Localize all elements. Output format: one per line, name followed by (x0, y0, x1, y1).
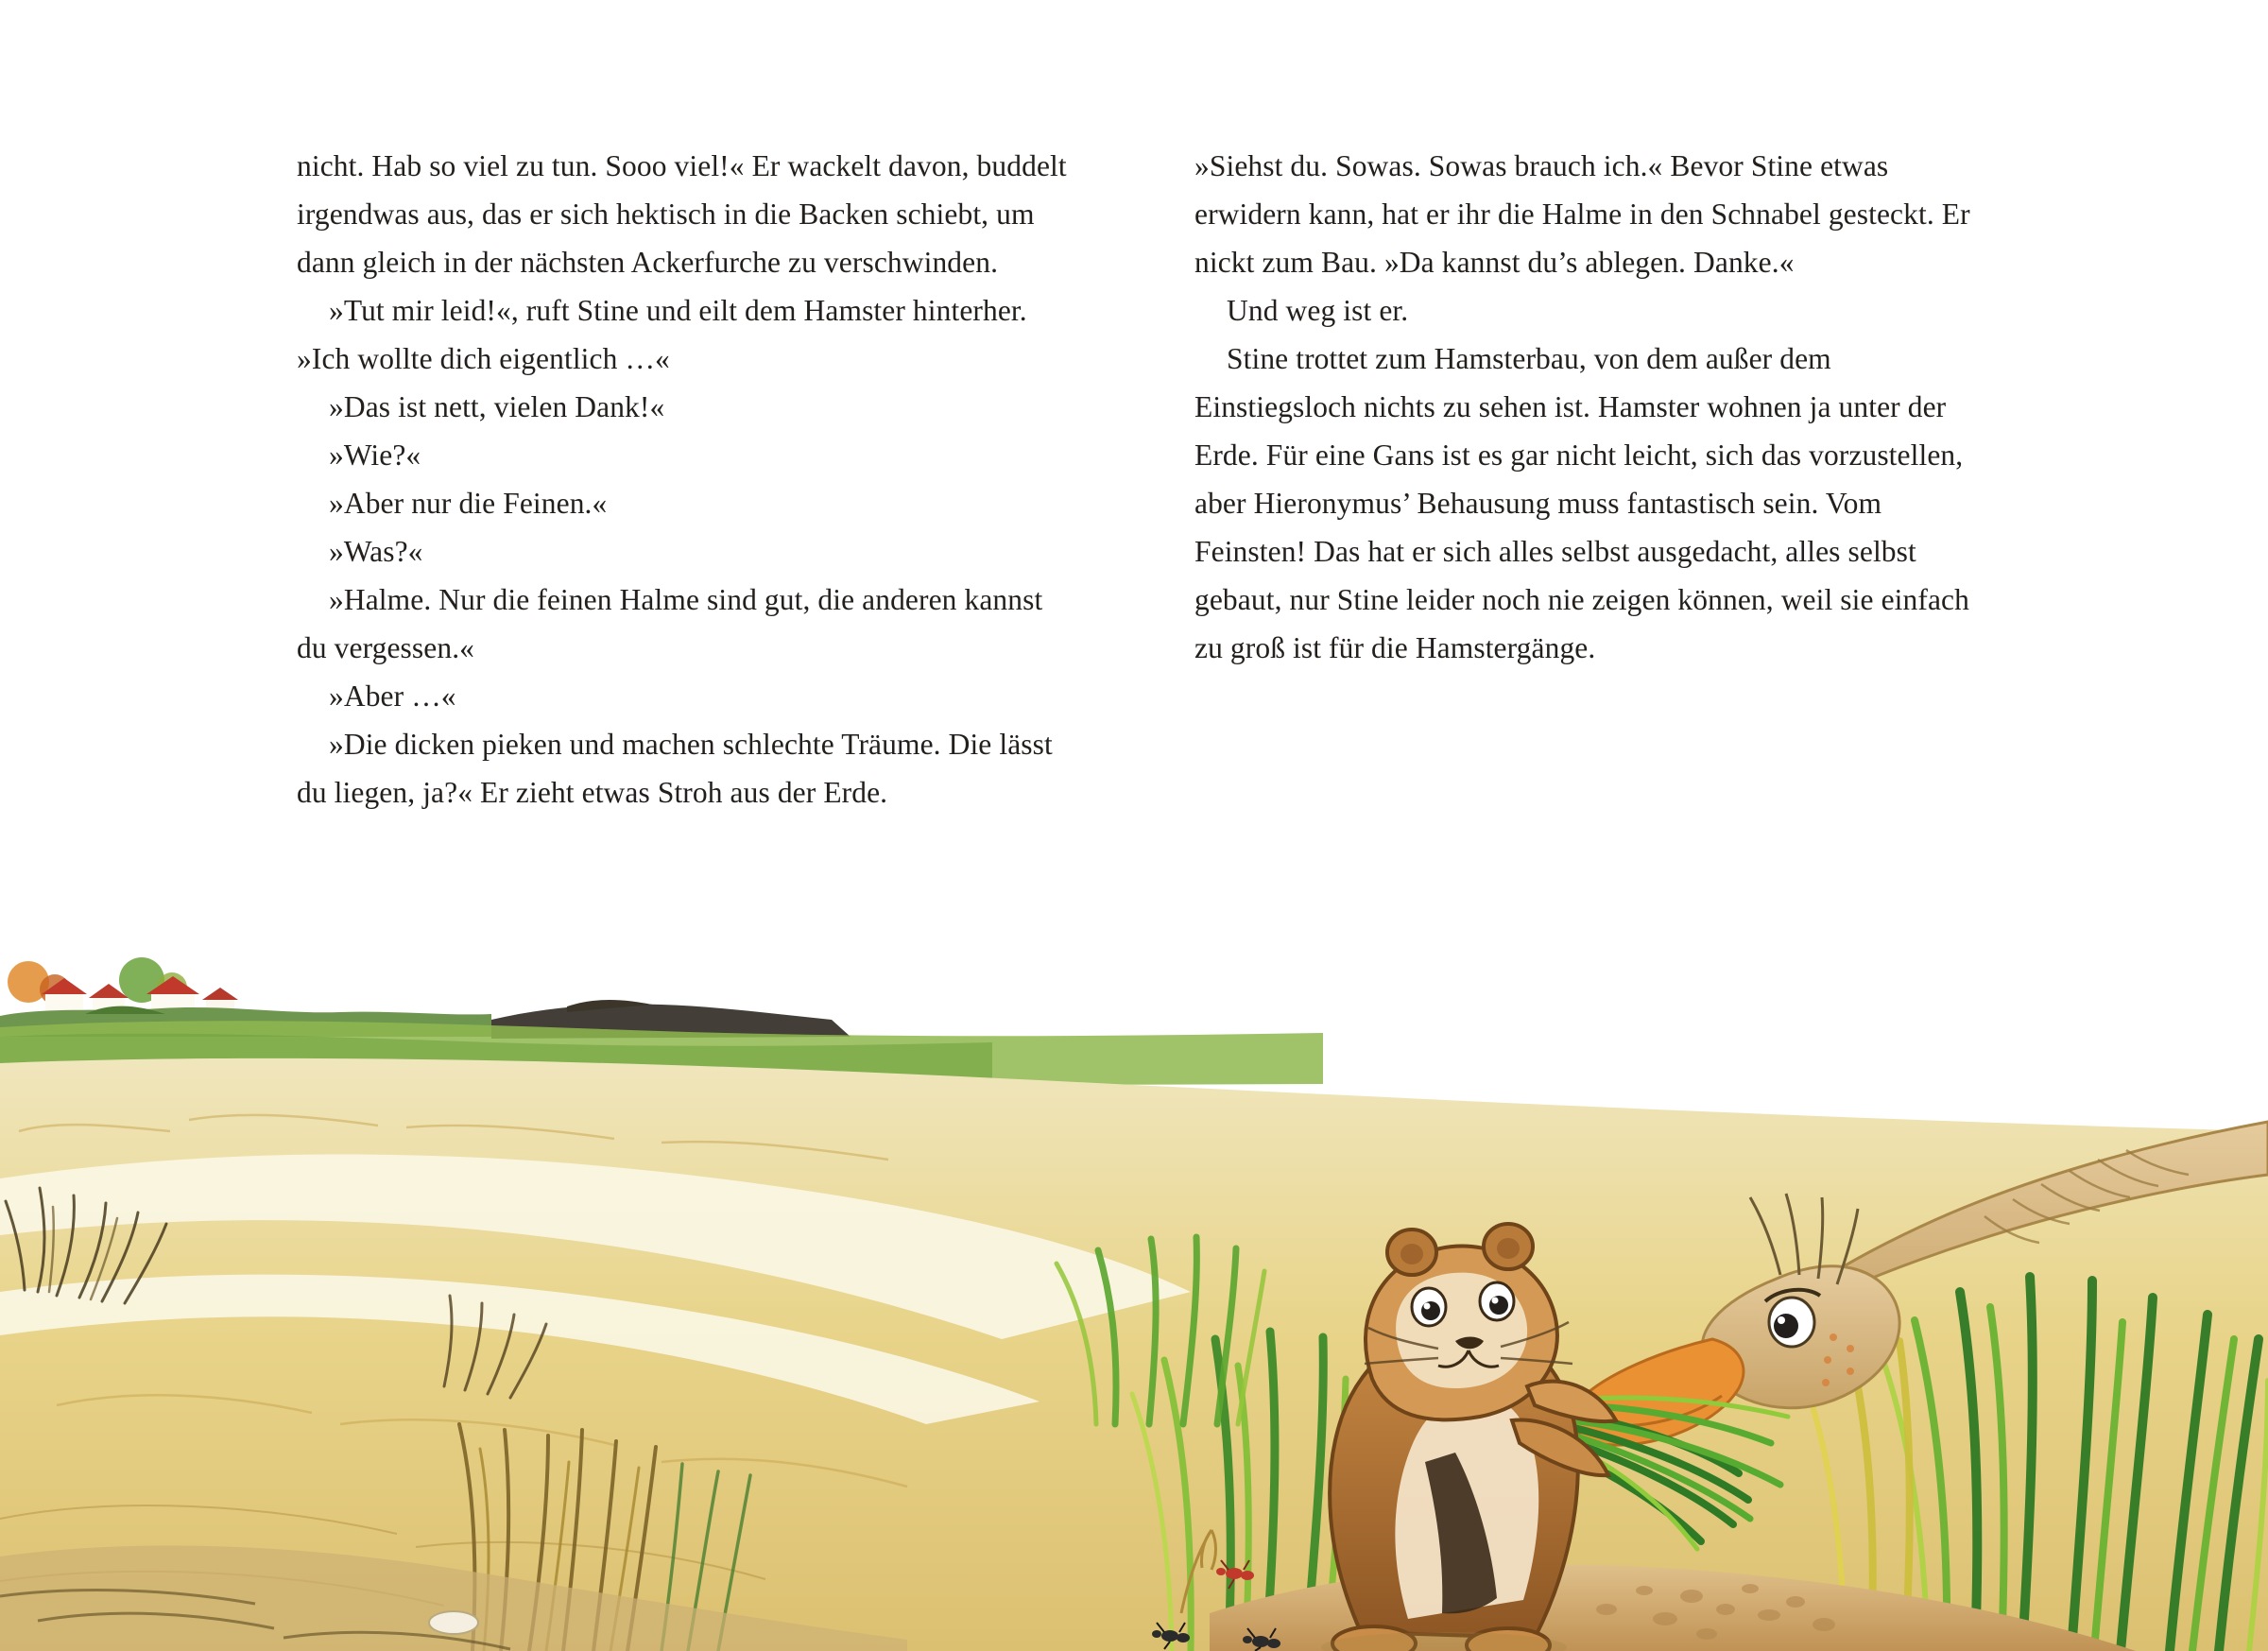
right-text-column (1194, 142, 1971, 898)
stone (429, 1611, 478, 1634)
paragraph: »Aber …« (329, 679, 456, 713)
paragraph: »Aber nur die Feinen.« (329, 487, 608, 520)
paragraph: »Was?« (329, 535, 423, 568)
illustration-svg (0, 895, 2268, 1651)
paragraph: Stine trottet zum Hamsterbau, von dem außer dem Einstiegsloch nichts zu sehen ist. Hamster wohnen ja unter der Erde. Für eine Gans ist es gar nicht leicht, sich das vorzustellen, aber Hieronymus’ Behausung muss fantastisch sein. Vom Feinsten! Das hat er sich alles selbst ausgedacht, alles selbst gebaut, nur Stine leider noch nie zeigen können, weil sie einfach zu groß ist für die Hamstergänge. (1194, 342, 1969, 664)
paragraph: »Das ist nett, vielen Dank!« (329, 390, 665, 423)
illustration (0, 895, 2268, 1651)
paragraph: »Tut mir leid!«, ruft Stine und eilt dem Hamster hinterher. »Ich wollte dich eigentlich …« (297, 294, 1027, 375)
left-text-column (297, 142, 1074, 898)
text-area (0, 142, 2268, 898)
paragraph: »Wie?« (329, 439, 421, 472)
paragraph: »Die dicken pieken und machen schlechte Träume. Die lässt du liegen, ja?« Er zieht etwas Stroh aus der Erde. (297, 728, 1053, 809)
paragraph: »Siehst du. Sowas. Sowas brauch ich.« Bevor Stine etwas erwidern kann, hat er ihr die Halme in den Schnabel gesteckt. Er nickt zum Bau. »Da kannst du’s ablegen. Danke.« (1194, 149, 1970, 279)
paragraph: »Halme. Nur die feinen Halme sind gut, die anderen kannst du vergessen.« (297, 583, 1043, 664)
paragraph: nicht. Hab so viel zu tun. Sooo viel!« Er wackelt davon, buddelt irgendwas aus, das er sich hektisch in die Backen schiebt, um dann gleich in der nächsten Ackerfurche zu verschwinden. (297, 149, 1067, 279)
paragraph: Und weg ist er. (1227, 294, 1409, 327)
